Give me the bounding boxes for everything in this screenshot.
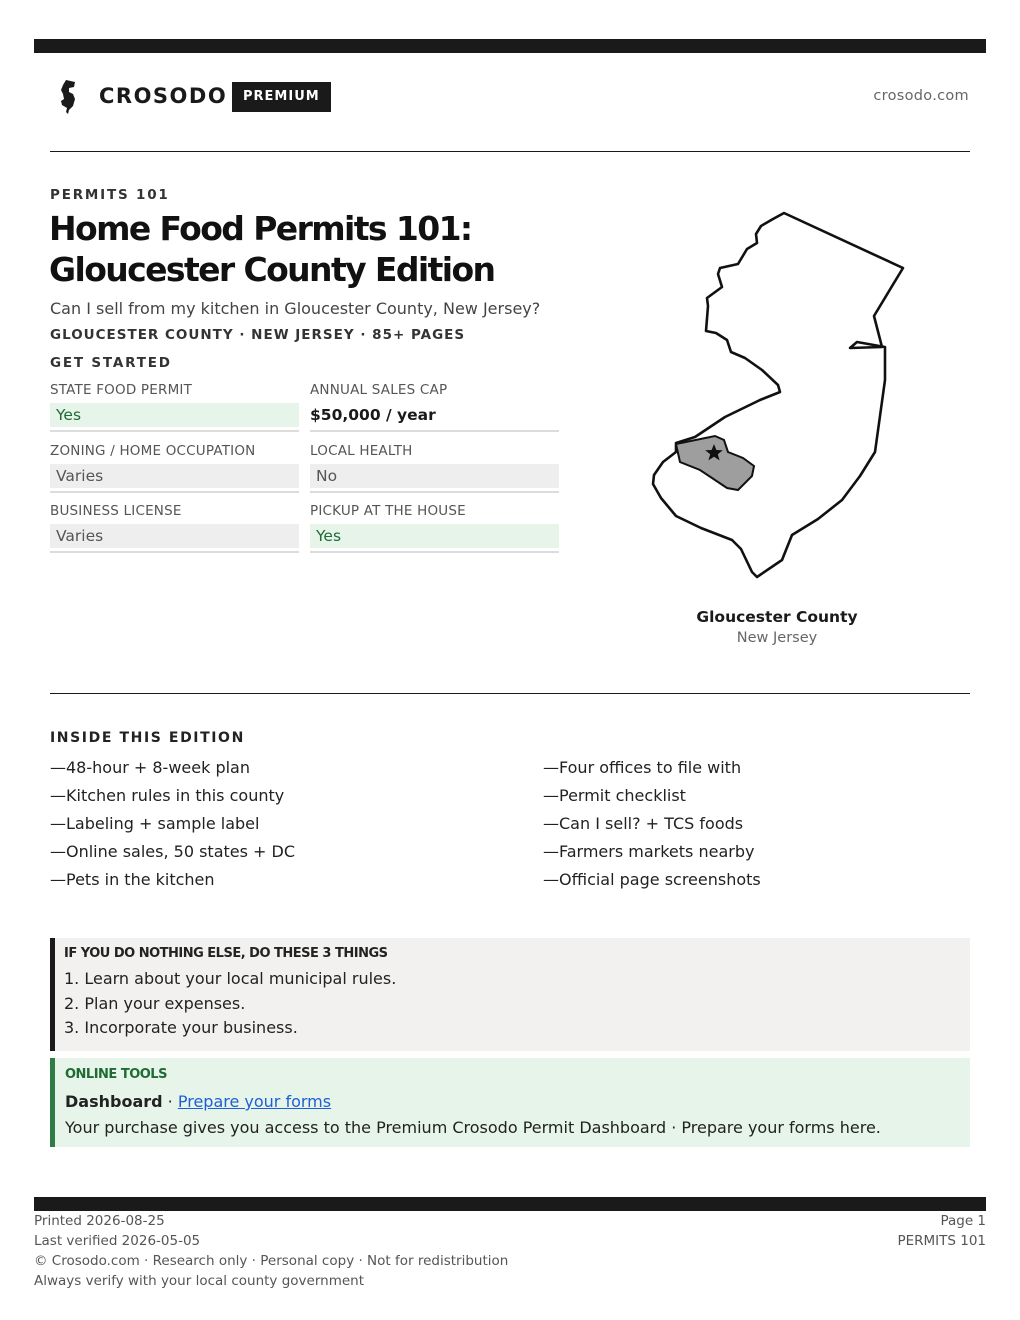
map-state-label: New Jersey — [736, 630, 818, 646]
section-divider — [50, 693, 970, 694]
title-line-1: Home Food Permits 101: — [49, 209, 472, 248]
verify-notice: Always verify with your local county government — [34, 1273, 364, 1289]
new-jersey-county-map — [640, 205, 920, 585]
dashboard-line — [65, 1091, 970, 1117]
fact-zoning — [50, 443, 299, 504]
three-things-callout — [50, 938, 970, 1051]
fact-value: $50,000 / year — [310, 406, 436, 424]
list-item: —Kitchen rules in this county — [50, 786, 285, 805]
get-started-heading: GET STARTED — [50, 355, 172, 371]
separator: · — [162, 1092, 178, 1111]
footer-left — [34, 1211, 508, 1291]
callout-item: 1. Learn about your local municipal rules. — [64, 969, 397, 988]
callout-item: 2. Plan your expenses. — [64, 993, 246, 1013]
new-jersey-state-icon — [60, 80, 80, 114]
tools-description: Your purchase gives you access to the Premium Crosodo Permit Dashboard · Prepare your forms here. — [65, 1118, 881, 1137]
map-county-label: Gloucester County — [696, 608, 858, 626]
fact-state-food-permit — [50, 382, 299, 443]
list-item: —Permit checklist — [543, 786, 686, 805]
fact-local-health — [310, 443, 559, 504]
contents-list-left — [50, 757, 295, 897]
fact-value: Yes — [50, 403, 299, 427]
footer-right — [897, 1211, 986, 1251]
fact-value: Yes — [310, 524, 559, 548]
fact-divider — [310, 551, 559, 553]
title-line-2: Gloucester County Edition — [49, 250, 495, 289]
fact-label: BUSINESS LICENSE — [50, 503, 182, 519]
fact-business-license — [50, 503, 299, 564]
copyright-notice: © Crosodo.com · Research only · Personal copy · Not for redistribution — [34, 1253, 509, 1269]
fact-divider — [50, 491, 299, 493]
fact-value: No — [310, 464, 559, 488]
fact-label: LOCAL HEALTH — [310, 442, 413, 459]
list-item: —Four offices to file with — [543, 758, 742, 777]
header-divider — [50, 151, 970, 152]
callout-item: 3. Incorporate your business. — [64, 1018, 298, 1037]
prepare-forms-link[interactable]: Prepare your forms — [177, 1092, 332, 1111]
contents-list-right — [543, 757, 761, 897]
callout-title: IF YOU DO NOTHING ELSE, DO THESE 3 THINGS — [64, 946, 388, 961]
list-item: —Online sales, 50 states + DC — [50, 842, 296, 861]
page-header — [50, 78, 970, 118]
list-item: —Labeling + sample label — [50, 814, 260, 833]
brand-name: CROSODO — [99, 84, 228, 108]
fact-divider — [310, 491, 559, 493]
online-tools-panel — [50, 1058, 970, 1147]
online-tools-title: ONLINE TOOLS — [65, 1067, 167, 1082]
permit-facts-grid — [50, 382, 559, 564]
list-item: —Can I sell? + TCS foods — [543, 814, 744, 833]
new-jersey-outline — [653, 213, 903, 577]
page-subtitle: Can I sell from my kitchen in Gloucester County, New Jersey? — [50, 299, 541, 318]
top-rule-bar — [34, 39, 986, 53]
list-item: —Official page screenshots — [543, 870, 761, 889]
fact-divider — [50, 551, 299, 553]
printed-date: Printed 2026-08-25 — [34, 1213, 165, 1229]
edition-meta: GLOUCESTER COUNTY · NEW JERSEY · 85+ PAGES — [50, 327, 466, 343]
fact-label: ANNUAL SALES CAP — [310, 382, 448, 398]
fact-pickup-at-house — [310, 503, 559, 564]
bottom-rule-bar — [34, 1197, 986, 1211]
dashboard-label: Dashboard — [65, 1092, 163, 1111]
fact-divider — [310, 430, 559, 432]
fact-value: Varies — [50, 524, 299, 548]
inside-edition-heading: INSIDE THIS EDITION — [50, 730, 245, 746]
fact-value: Varies — [50, 464, 299, 488]
fact-annual-sales-cap — [310, 382, 559, 443]
page-title — [49, 208, 569, 290]
fact-label: PICKUP AT THE HOUSE — [310, 503, 466, 519]
list-item: —48-hour + 8-week plan — [50, 758, 250, 777]
list-item: —Farmers markets nearby — [543, 842, 755, 861]
site-url[interactable]: crosodo.com — [873, 88, 969, 104]
list-item: —Pets in the kitchen — [50, 870, 215, 889]
section-kicker: PERMITS 101 — [50, 187, 170, 203]
footer-section: PERMITS 101 — [897, 1233, 986, 1249]
premium-badge: PREMIUM — [232, 82, 331, 112]
fact-divider — [50, 430, 299, 432]
fact-label: STATE FOOD PERMIT — [50, 382, 193, 398]
verified-date: Last verified 2026-05-05 — [34, 1233, 201, 1249]
page-number: Page 1 — [940, 1213, 986, 1229]
fact-label: ZONING / HOME OCCUPATION — [50, 442, 256, 459]
